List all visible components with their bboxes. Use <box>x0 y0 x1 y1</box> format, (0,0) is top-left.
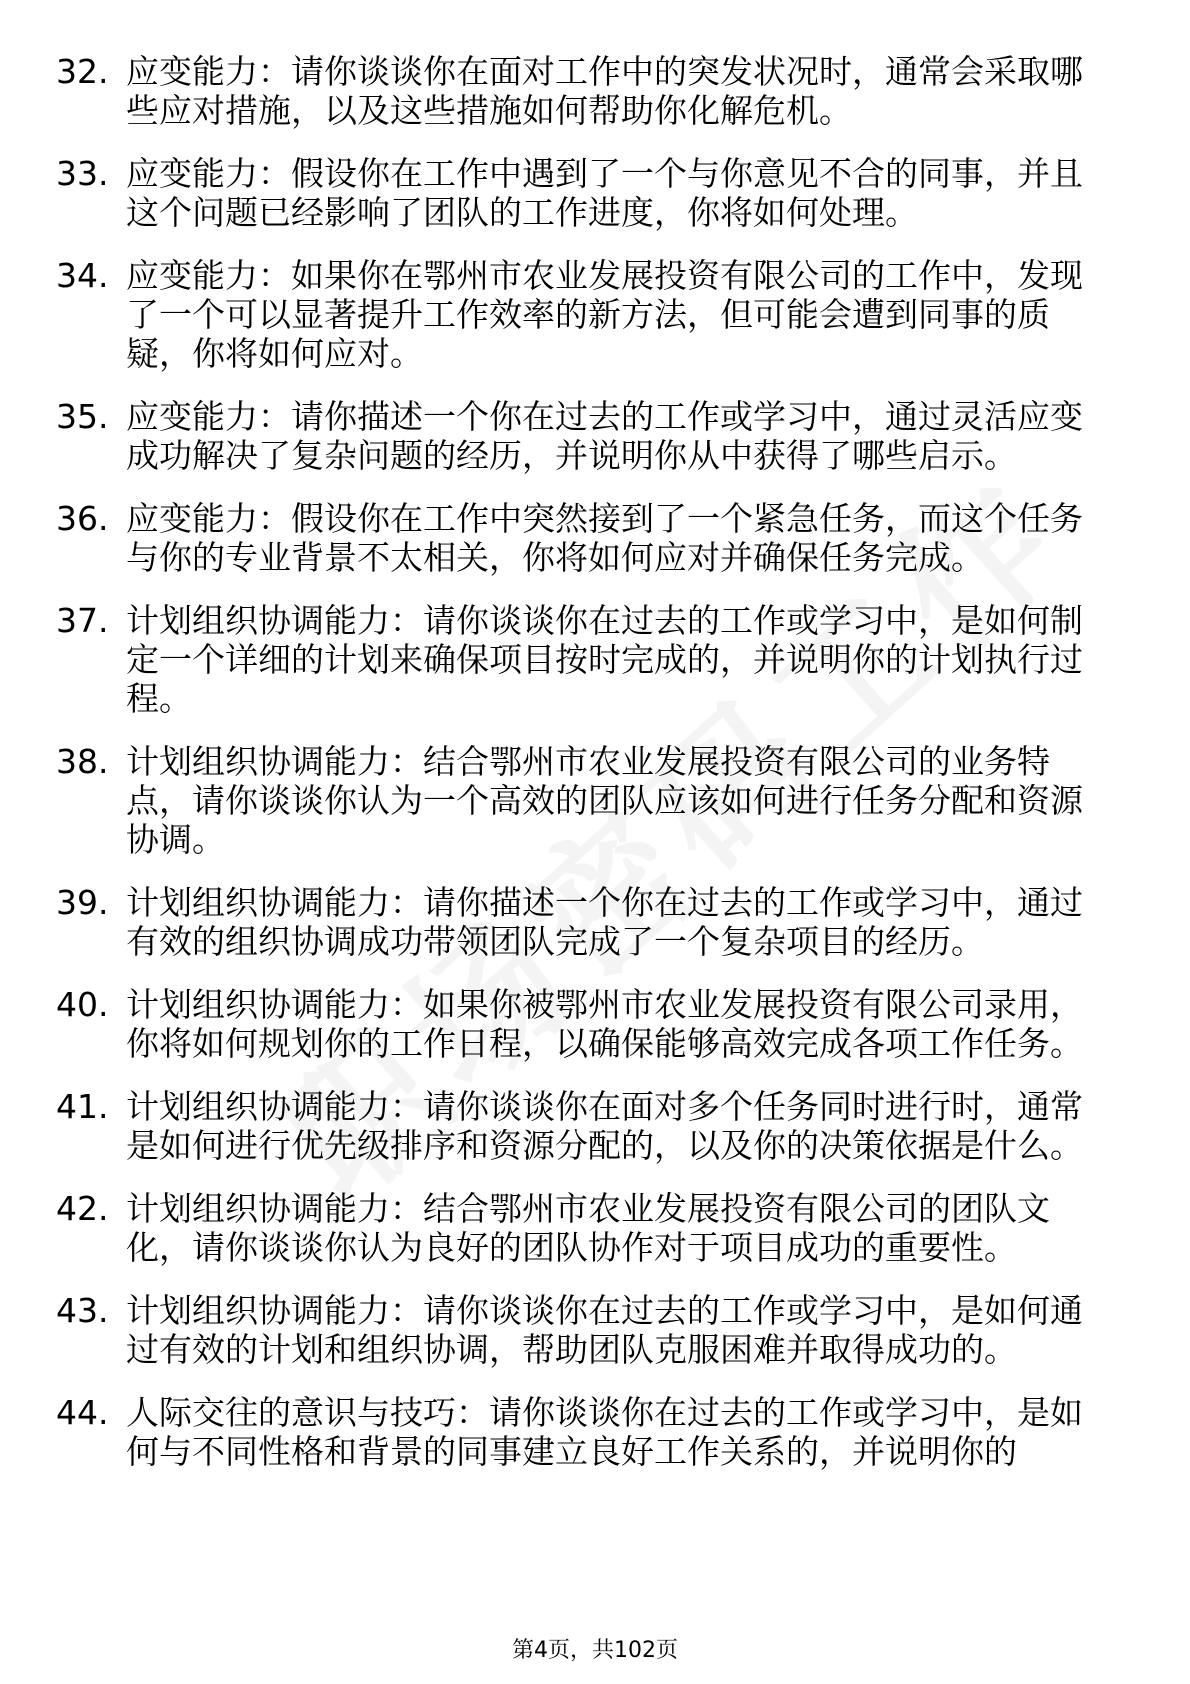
question-item <box>0 154 1106 232</box>
question-text: 应变能力：请你谈谈你在面对工作中的突发状况时，通常会采取哪些应对措施，以及这些措施如何帮助你化解危机。 <box>126 52 1083 130</box>
question-text: 计划组织协调能力：如果你被鄂州市农业发展投资有限公司录用，你将如何规划你的工作日程，以确保能够高效完成各项工作任务。 <box>126 985 1083 1063</box>
question-item <box>0 1189 1106 1267</box>
question-number: 36. <box>56 499 109 538</box>
question-number: 33. <box>56 154 109 193</box>
question-item <box>0 883 1106 961</box>
question-text: 计划组织协调能力：请你描述一个你在过去的工作或学习中，通过有效的组织协调成功带领团队完成了一个复杂项目的经历。 <box>126 883 1083 961</box>
question-number: 40. <box>56 985 109 1024</box>
question-number: 37. <box>56 601 109 640</box>
question-number: 43. <box>56 1291 109 1330</box>
question-text: 计划组织协调能力：结合鄂州市农业发展投资有限公司的业务特点，请你谈谈你认为一个高效的团队应该如何进行任务分配和资源协调。 <box>126 742 1083 859</box>
question-number: 42. <box>56 1189 109 1228</box>
question-text: 应变能力：如果你在鄂州市农业发展投资有限公司的工作中，发现了一个可以显著提升工作效率的新方法，但可能会遭到同事的质疑，你将如何应对。 <box>126 256 1083 373</box>
question-item <box>0 985 1106 1063</box>
question-item <box>0 397 1106 475</box>
question-number: 34. <box>56 256 109 295</box>
page-footer: 第4页，共102页 <box>512 1638 678 1663</box>
question-item <box>0 256 1106 373</box>
question-number: 44. <box>56 1393 109 1432</box>
question-item <box>0 601 1106 718</box>
question-item <box>0 1291 1106 1369</box>
question-text: 计划组织协调能力：请你谈谈你在过去的工作或学习中，是如何通过有效的计划和组织协调，帮助团队克服困难并取得成功的。 <box>126 1291 1083 1369</box>
question-text: 应变能力：假设你在工作中遇到了一个与你意见不合的同事，并且这个问题已经影响了团队的工作进度，你将如何处理。 <box>126 154 1083 232</box>
question-item <box>0 499 1106 577</box>
question-item <box>0 1087 1106 1165</box>
question-number: 35. <box>56 397 109 436</box>
question-text: 应变能力：假设你在工作中突然接到了一个紧急任务，而这个任务与你的专业背景不太相关，你将如何应对并确保任务完成。 <box>126 499 1083 577</box>
question-list <box>0 52 1190 1495</box>
question-number: 32. <box>56 52 109 91</box>
question-item <box>0 1393 1106 1471</box>
question-number: 39. <box>56 883 109 922</box>
question-item <box>0 742 1106 859</box>
question-text: 计划组织协调能力：结合鄂州市农业发展投资有限公司的团队文化，请你谈谈你认为良好的团队协作对于项目成功的重要性。 <box>126 1189 1050 1267</box>
question-number: 38. <box>56 742 109 781</box>
question-text: 应变能力：请你描述一个你在过去的工作或学习中，通过灵活应变成功解决了复杂问题的经历，并说明你从中获得了哪些启示。 <box>126 397 1083 475</box>
question-text: 人际交往的意识与技巧：请你谈谈你在过去的工作或学习中，是如何与不同性格和背景的同事建立良好工作关系的，并说明你的 <box>126 1393 1083 1471</box>
question-text: 计划组织协调能力：请你谈谈你在过去的工作或学习中，是如何制定一个详细的计划来确保项目按时完成的，并说明你的计划执行过程。 <box>126 601 1083 718</box>
question-item <box>0 52 1106 130</box>
question-text: 计划组织协调能力：请你谈谈你在面对多个任务同时进行时，通常是如何进行优先级排序和资源分配的，以及你的决策依据是什么。 <box>126 1087 1083 1165</box>
question-number: 41. <box>56 1087 109 1126</box>
